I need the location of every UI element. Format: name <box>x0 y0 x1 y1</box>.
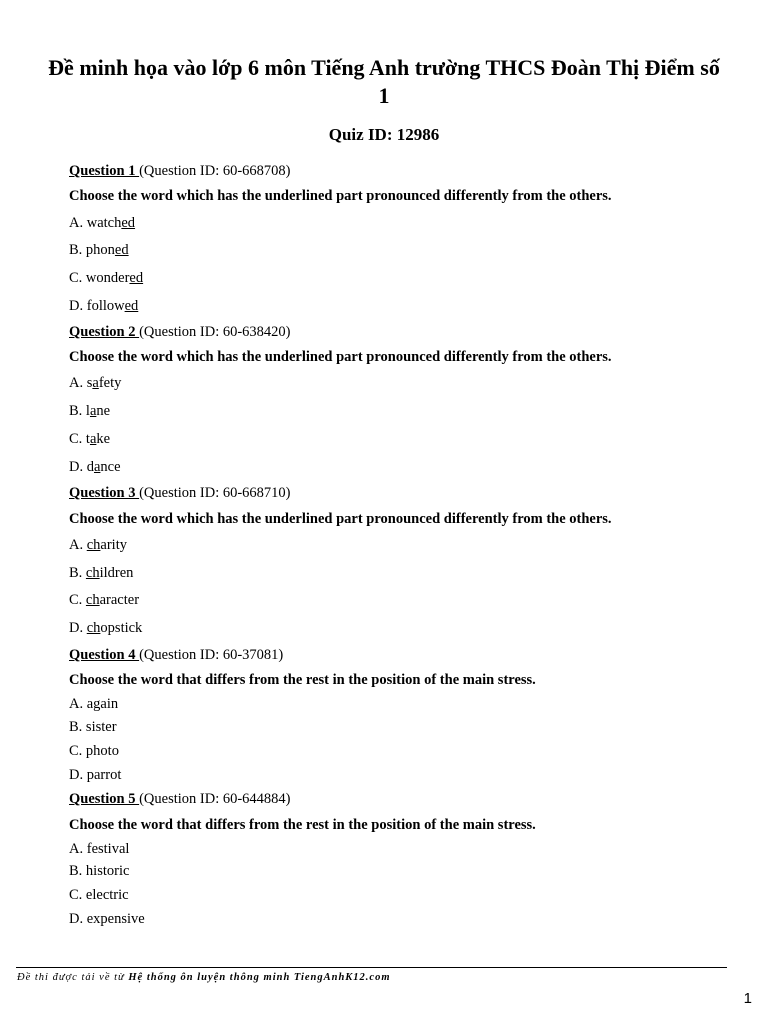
page-number: 1 <box>743 990 752 1007</box>
question-5-id: (Question ID: 60-644884) <box>139 791 291 807</box>
question-1-option-d[interactable]: D. followed <box>69 298 139 314</box>
question-4-option-c[interactable]: C. photo <box>69 743 119 759</box>
question-1-instruction: Choose the word which has the underlined part pronounced differently from the others. <box>69 188 612 204</box>
quiz-id: Quiz ID: 12986 <box>328 125 440 144</box>
question-1-option-b[interactable]: B. phoned <box>69 242 129 258</box>
question-3-header <box>69 484 291 502</box>
question-2-header <box>69 323 291 341</box>
footer-divider <box>16 967 727 968</box>
question-5-option-d[interactable]: D. expensive <box>69 911 145 927</box>
question-3-option-c[interactable]: C. character <box>69 592 140 608</box>
question-2-instruction: Choose the word which has the underlined part pronounced differently from the others. <box>69 349 612 365</box>
footer-brand-link[interactable]: Hệ thống ôn luyện thông minh TiengAnhK12.com <box>128 972 391 983</box>
question-1-label: Question 1 <box>69 163 140 179</box>
question-4-label: Question 4 <box>69 647 140 663</box>
question-5-option-b[interactable]: B. historic <box>69 863 130 879</box>
question-2-label: Question 2 <box>69 324 140 340</box>
question-3-instruction: Choose the word which has the underlined part pronounced differently from the others. <box>69 511 612 527</box>
footer-prefix: Đề thi được tải về từ <box>17 972 129 983</box>
question-1-id: (Question ID: 60-668708) <box>139 163 291 179</box>
question-5-option-c[interactable]: C. electric <box>69 887 129 903</box>
question-2-option-b[interactable]: B. lane <box>69 403 111 419</box>
question-4-id: (Question ID: 60-37081) <box>139 647 284 663</box>
question-5-instruction: Choose the word that differs from the rest in the position of the main stress. <box>69 817 536 833</box>
question-3-option-a[interactable]: A. charity <box>69 537 127 553</box>
question-4-option-a[interactable]: A. again <box>69 696 119 712</box>
document-title: Đề minh họa vào lớp 6 môn Tiếng Anh trường THCS Đoàn Thị Điểm số 1 <box>48 55 720 108</box>
question-5-header <box>69 790 291 808</box>
question-4-option-d[interactable]: D. parrot <box>69 767 122 783</box>
question-4-instruction: Choose the word that differs from the rest in the position of the main stress. <box>69 672 536 688</box>
question-2-option-c[interactable]: C. take <box>69 431 111 447</box>
question-3-option-b[interactable]: B. children <box>69 565 134 581</box>
question-1-option-c[interactable]: C. wondered <box>69 270 144 286</box>
question-3-label: Question 3 <box>69 485 140 501</box>
question-1-header <box>69 162 291 180</box>
question-1-option-a[interactable]: A. watched <box>69 215 136 231</box>
question-4-option-b[interactable]: B. sister <box>69 719 117 735</box>
question-5-label: Question 5 <box>69 791 140 807</box>
footer-credit <box>17 972 391 983</box>
question-3-option-d[interactable]: D. chopstick <box>69 620 143 636</box>
question-2-option-a[interactable]: A. safety <box>69 375 122 391</box>
question-2-option-d[interactable]: D. dance <box>69 459 121 475</box>
question-3-id: (Question ID: 60-668710) <box>139 485 291 501</box>
question-4-header <box>69 646 283 664</box>
question-5-option-a[interactable]: A. festival <box>69 841 130 857</box>
question-2-id: (Question ID: 60-638420) <box>139 324 291 340</box>
